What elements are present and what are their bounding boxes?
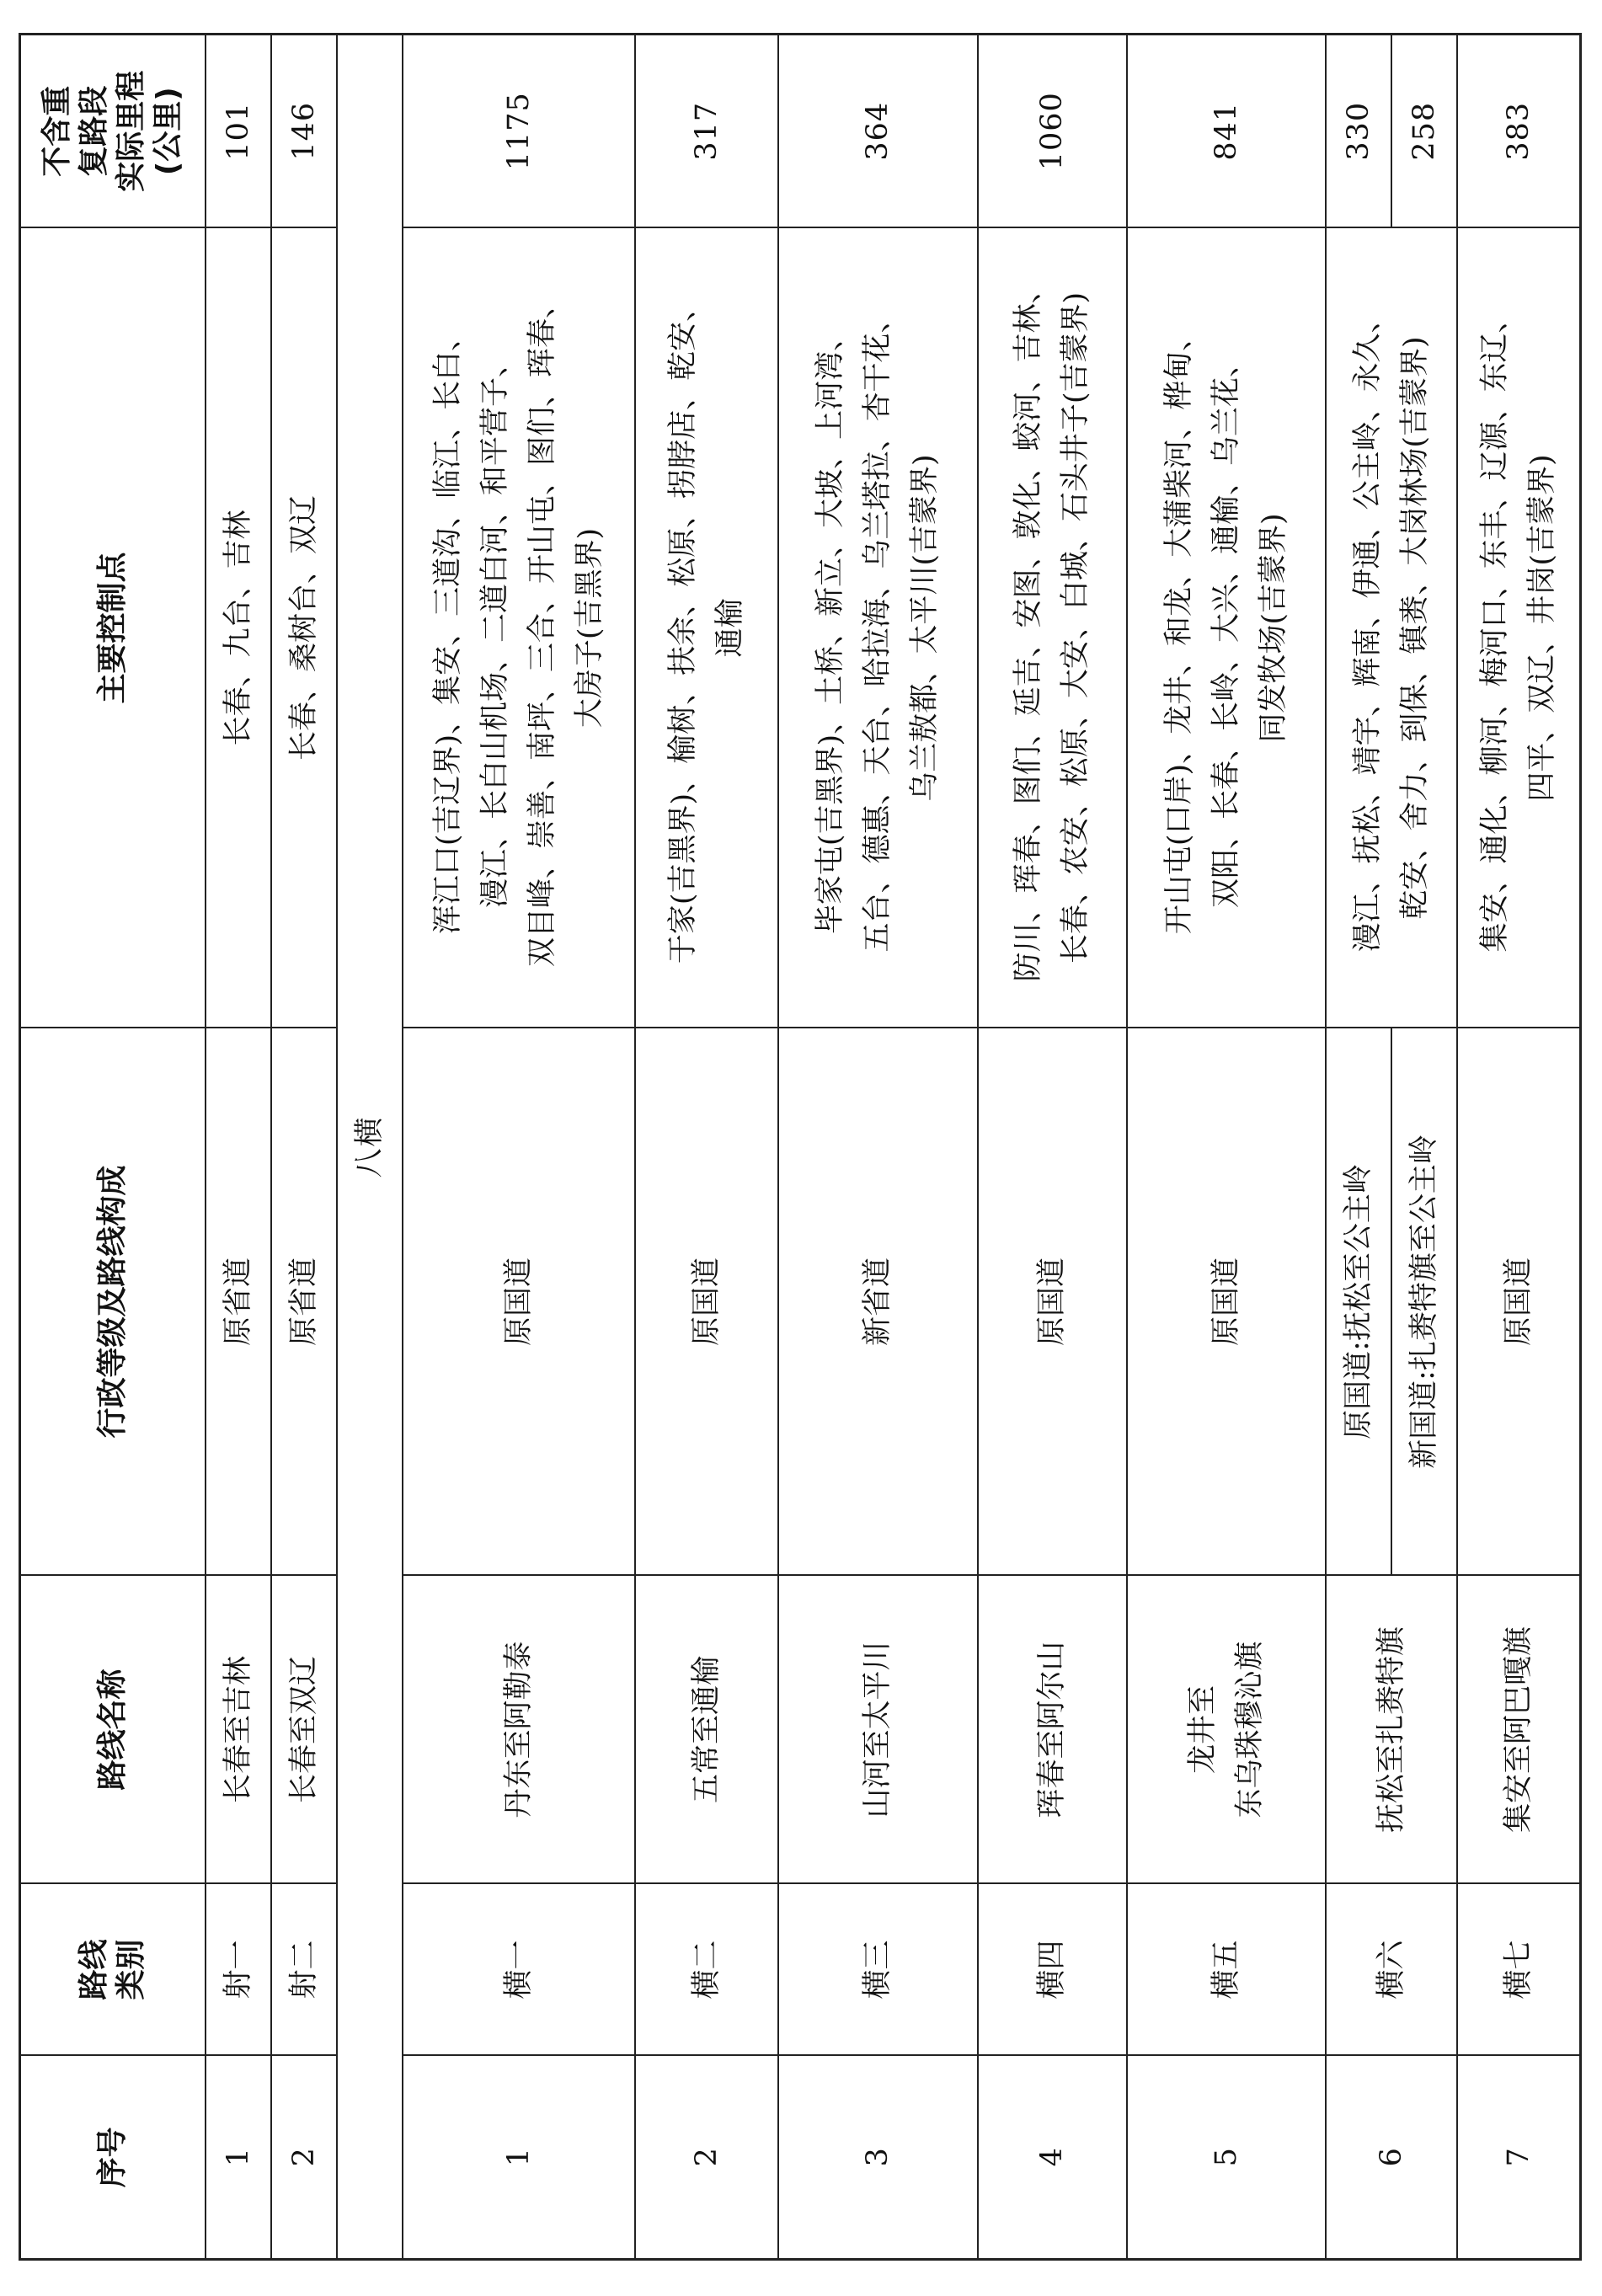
points-line: 开山屯(口岸)、龙井、和龙、大蒲柴河、桦甸、: [1161, 321, 1196, 935]
cell-seq: 6: [1326, 2056, 1457, 2260]
cell-mileage-new: 258: [1391, 35, 1457, 228]
points-line: 大房子(吉黑界): [572, 527, 606, 729]
cell-route-name: [1127, 1576, 1326, 1884]
points-line: 浑江口(吉辽界)、集安、三道沟、临江、长白、: [430, 321, 465, 935]
table-row: [1326, 35, 1391, 2260]
table-row: [1457, 35, 1581, 2260]
cell-route-name: 珲春至阿尔山: [978, 1576, 1127, 1884]
cell-category: 射一: [206, 1884, 271, 2056]
points-line: 于家(吉黑界)、榆树、扶余、松原、拐脖店、乾安、: [666, 291, 701, 964]
cell-mileage: 1060: [978, 35, 1127, 228]
cell-mileage-old: 330: [1326, 35, 1391, 228]
cell-route-name: 山河至太平川: [778, 1576, 977, 1884]
cell-category: 横一: [403, 1884, 635, 2056]
cell-admin: 原省道: [206, 1028, 271, 1576]
table-row: [635, 35, 778, 2260]
cell-route-name: 长春至吉林: [206, 1576, 271, 1884]
table-header-row: [20, 35, 206, 2260]
table-row: [778, 35, 977, 2260]
header-category-line1: 路线: [76, 1939, 111, 2000]
header-mileage: [20, 35, 206, 228]
cell-route-name: 长春至双辽: [271, 1576, 337, 1884]
cell-seq: 2: [635, 2056, 778, 2260]
points-line: 漫江、抚松、靖宇、辉南、伊通、公主岭、永久、: [1350, 303, 1385, 953]
points-line: 五台、德惠、天台、哈拉海、乌兰塔拉、杏干花、: [861, 303, 895, 953]
cell-control-points: [403, 228, 635, 1028]
cell-seq: 3: [778, 2056, 977, 2260]
cell-mileage: 146: [271, 35, 337, 228]
cell-mileage: 364: [778, 35, 977, 228]
points-line: 漫江、长白山机场、二道白河、和平营子、: [478, 348, 512, 909]
route-name-line: 东乌珠穆沁旗: [1232, 1641, 1267, 1818]
cell-admin: 原省道: [271, 1028, 337, 1576]
table-row: [1127, 35, 1326, 2260]
route-name-line: 龙井至: [1185, 1685, 1220, 1775]
header-admin: 行政等级及路线构成: [20, 1028, 206, 1576]
section-label: 八横: [337, 35, 403, 2260]
cell-category: 横五: [1127, 1884, 1326, 2056]
cell-route-name: 抚松至扎赉特旗: [1326, 1576, 1457, 1884]
points-line: 四平、双辽、井岗(吉蒙界): [1525, 454, 1559, 802]
cell-control-points: [978, 228, 1127, 1028]
cell-admin-old: 原国道:抚松至公主岭: [1326, 1028, 1391, 1576]
cell-admin: 新省道: [778, 1028, 977, 1576]
cell-seq: 1: [206, 2056, 271, 2260]
section-row: [337, 35, 403, 2260]
cell-category: 横七: [1457, 1884, 1581, 2056]
header-seq: 序号: [20, 2056, 206, 2260]
header-mileage-line4: (公里): [150, 87, 185, 176]
cell-mileage: 1175: [403, 35, 635, 228]
cell-route-name: 丹东至阿勒泰: [403, 1576, 635, 1884]
route-table: [19, 33, 1582, 2261]
points-line: 毕家屯(吉黑界)、土桥、新立、大坡、上河湾、: [814, 321, 848, 935]
points-line: 双阳、长春、长岭、大兴、通榆、乌兰花、: [1209, 348, 1243, 909]
header-control-points: 主要控制点: [20, 228, 206, 1028]
cell-category: 横二: [635, 1884, 778, 2056]
cell-admin: 原国道: [1457, 1028, 1581, 1576]
cell-seq: 2: [271, 2056, 337, 2260]
points-line: 乾安、舍力、到保、镇赉、大岗林场(吉蒙界): [1397, 336, 1432, 920]
cell-route-name: 五常至通榆: [635, 1576, 778, 1884]
cell-control-points: [635, 228, 778, 1028]
cell-admin-new: 新国道:扎赉特旗至公主岭: [1391, 1028, 1457, 1576]
header-route-name: 路线名称: [20, 1576, 206, 1884]
cell-admin: 原国道: [635, 1028, 778, 1576]
cell-admin: 原国道: [403, 1028, 635, 1576]
points-line: 双目峰、崇善、南坪、三合、开山屯、图们、珲春、: [525, 289, 559, 968]
cell-seq: 5: [1127, 2056, 1326, 2260]
cell-control-points: [1127, 228, 1326, 1028]
points-line: 长春、农安、松原、大安、白城、石头井子(吉蒙界): [1059, 291, 1093, 964]
table-row: [271, 35, 337, 2260]
cell-mileage: 841: [1127, 35, 1326, 228]
table-row: [978, 35, 1127, 2260]
cell-seq: 1: [403, 2056, 635, 2260]
header-category: [20, 1884, 206, 2056]
points-line: 集安、通化、柳河、梅河口、东丰、辽源、东辽、: [1477, 303, 1512, 953]
header-mileage-line2: 复路段: [76, 85, 111, 177]
cell-control-points: 长春、九台、吉林: [206, 228, 271, 1028]
table-row: [206, 35, 271, 2260]
cell-route-name: 集安至阿巴嘎旗: [1457, 1576, 1581, 1884]
cell-seq: 7: [1457, 2056, 1581, 2260]
cell-category: 横六: [1326, 1884, 1457, 2056]
header-category-line2: 类别: [113, 1939, 148, 2000]
points-line: 乌兰敖都、太平川(吉蒙界): [908, 454, 943, 802]
cell-control-points: [1457, 228, 1581, 1028]
points-line: 防川、珲春、图们、延吉、安图、敦化、蛟河、吉林、: [1012, 274, 1046, 982]
cell-control-points: [778, 228, 977, 1028]
cell-admin: 原国道: [978, 1028, 1127, 1576]
cell-control-points: 长春、桑树台、双辽: [271, 228, 337, 1028]
cell-control-points: [1326, 228, 1457, 1028]
cell-admin: 原国道: [1127, 1028, 1326, 1576]
header-mileage-line1: 不含重: [39, 85, 74, 177]
table-row: [403, 35, 635, 2260]
cell-category: 横四: [978, 1884, 1127, 2056]
cell-mileage: 383: [1457, 35, 1581, 228]
points-line: 通榆: [713, 598, 748, 658]
cell-category: 射二: [271, 1884, 337, 2056]
points-line: 同发牧场(吉蒙界): [1256, 513, 1290, 743]
header-mileage-line3: 实际里程: [113, 70, 148, 192]
cell-seq: 4: [978, 2056, 1127, 2260]
cell-category: 横三: [778, 1884, 977, 2056]
cell-mileage: 317: [635, 35, 778, 228]
cell-mileage: 101: [206, 35, 271, 228]
